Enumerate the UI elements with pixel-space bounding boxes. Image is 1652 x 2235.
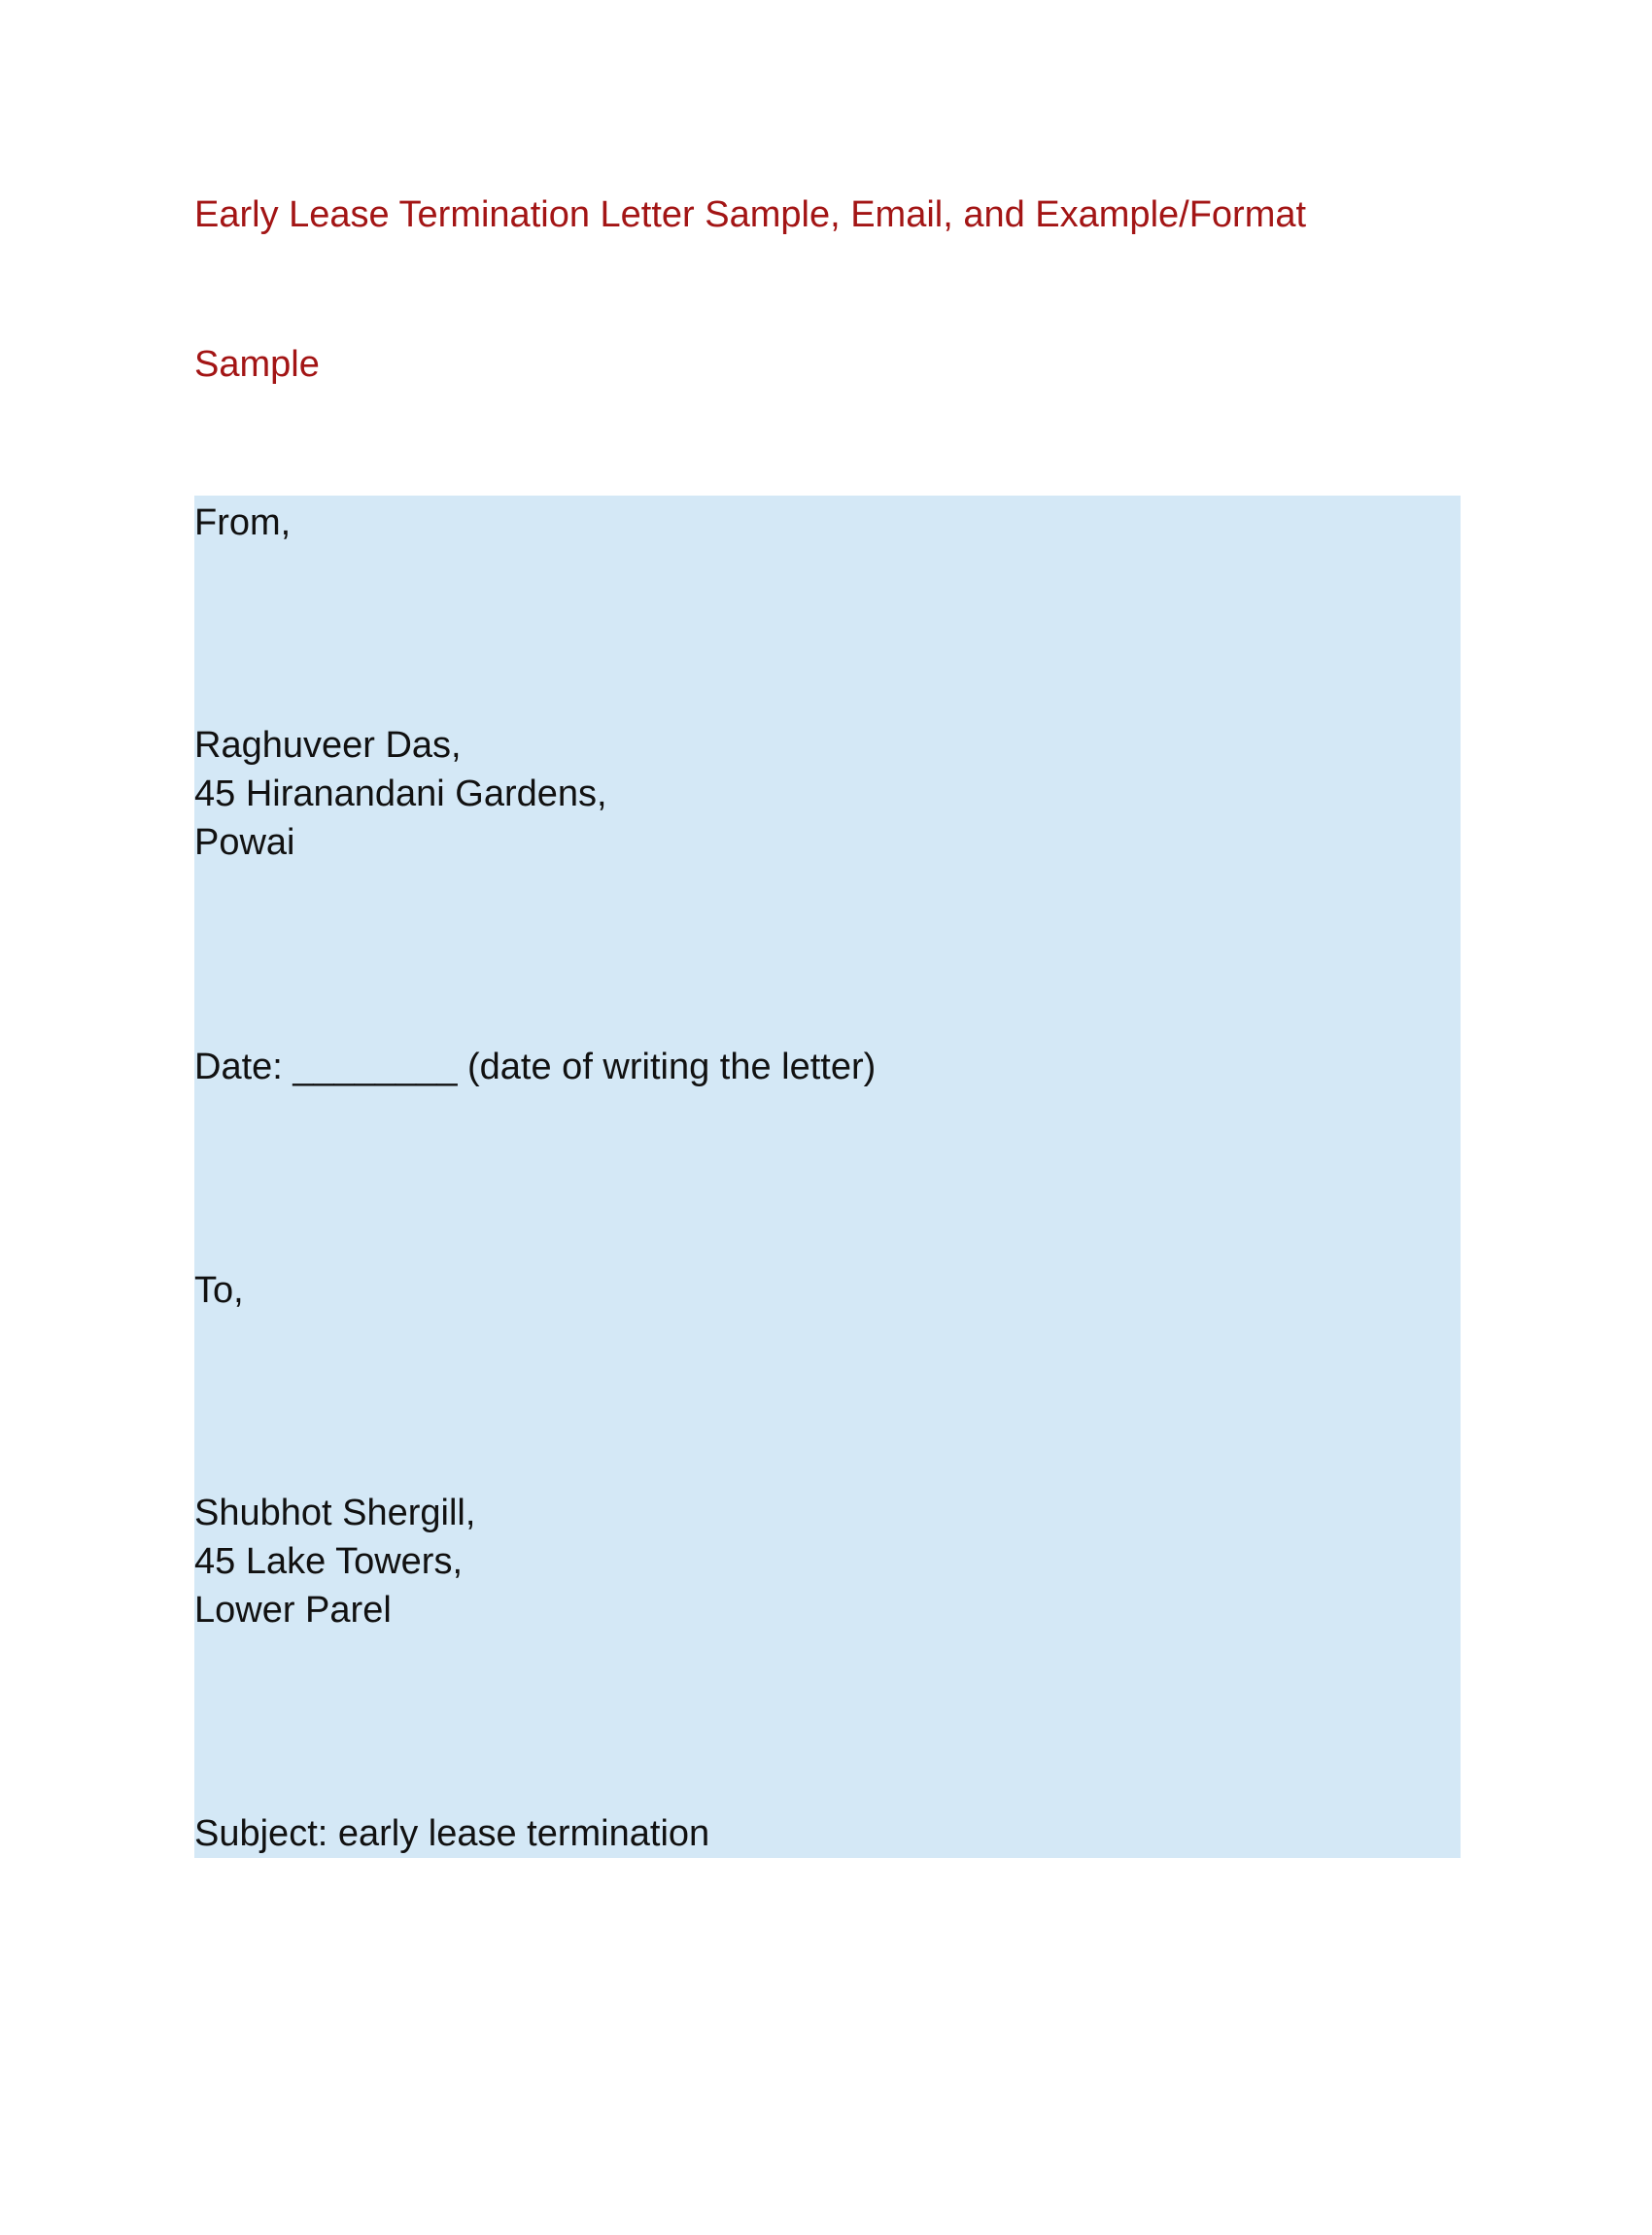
recipient-address-line2: Lower Parel (194, 1590, 392, 1631)
recipient-name: Shubhot Shergill, (194, 1493, 476, 1533)
to-label: To, (194, 1270, 244, 1311)
sender-address-line1: 45 Hiranandani Gardens, (194, 774, 607, 814)
letter-sample-box (194, 496, 1461, 1858)
section-heading: Sample (194, 344, 320, 385)
from-label: From, (194, 502, 292, 543)
sender-address-line2: Powai (194, 822, 295, 863)
date-line: Date: ________ (date of writing the letter) (194, 1047, 877, 1087)
sender-name: Raghuveer Das, (194, 725, 462, 766)
recipient-address-line1: 45 Lake Towers, (194, 1541, 464, 1582)
document-title: Early Lease Termination Letter Sample, Email, and Example/Format (194, 194, 1307, 235)
subject-line: Subject: early lease termination (194, 1813, 710, 1854)
